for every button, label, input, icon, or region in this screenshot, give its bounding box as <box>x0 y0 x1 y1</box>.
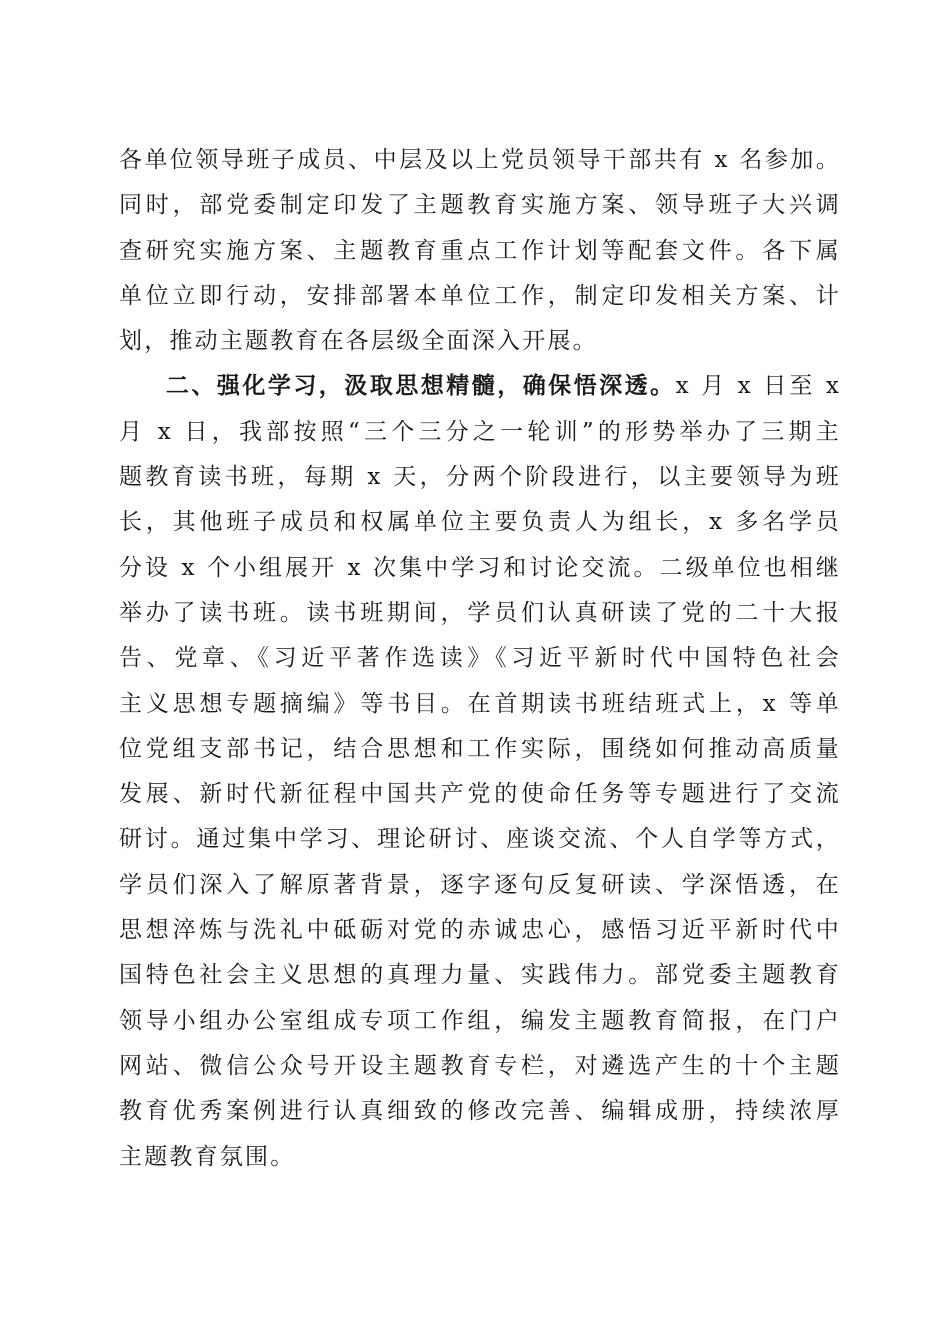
paragraph-2 <box>119 364 841 1179</box>
paragraph-line: 长，其他班子成员和权属单位主要负责人为组长，x 多名学员 <box>119 509 841 536</box>
paragraph-line: 各单位领导班子成员、中层及以上党员领导干部共有 x 名参加。 <box>119 147 841 173</box>
paragraph-line: 领导小组办公室组成专项工作组，编发主题教育简报，在门户 <box>119 1007 841 1034</box>
paragraph-line-tail: x 月 x 日至 x <box>675 373 841 400</box>
paragraph-line: 学员们深入了解原著背景，逐字逐句反复研读、学深悟透，在 <box>119 871 841 898</box>
paragraph-line: 同时，部党委制定印发了主题教育实施方案、领导班子大兴调 <box>119 192 841 219</box>
paragraph-line: 举办了读书班。读书班期间，学员们认真研读了党的二十大报 <box>119 599 841 626</box>
paragraph-line: 思想淬炼与洗礼中砥砺对党的赤诚忠心，感悟习近平新时代中 <box>119 917 841 944</box>
paragraph-first-line <box>119 364 841 409</box>
paragraph-line: 题教育读书班，每期 x 天，分两个阶段进行，以主要领导为班 <box>119 464 841 491</box>
paragraph-line: 研讨。通过集中学习、理论研讨、座谈交流、个人自学等方式， <box>119 826 841 853</box>
paragraph-line: 查研究实施方案、主题教育重点工作计划等配套文件。各下属 <box>119 237 841 264</box>
paragraph-line: 发展、新时代新征程中国共产党的使命任务等专题进行了交流 <box>119 781 841 808</box>
paragraph-line: 位党组支部书记，结合思想和工作实际，围绕如何推动高质量 <box>119 735 841 762</box>
section-heading: 二、强化学习，汲取思想精髓，确保悟深透。 <box>165 373 676 400</box>
paragraph-line: 划，推动主题教育在各层级全面深入开展。 <box>119 328 598 355</box>
paragraph-line: 分设 x 个小组展开 x 次集中学习和讨论交流。二级单位也相继 <box>119 554 841 581</box>
paragraph-1 <box>119 138 841 364</box>
paragraph-line: 网站、微信公众号开设主题教育专栏，对遴选产生的十个主题 <box>119 1052 841 1079</box>
paragraph-line: 主义思想专题摘编》等书目。在首期读书班结班式上，x 等单 <box>119 690 841 717</box>
paragraph-line: 国特色社会主义思想的真理力量、实践伟力。部党委主题教育 <box>119 962 841 989</box>
paragraph-line: 告、党章、《习近平著作选读》《习近平新时代中国特色社会 <box>119 645 841 672</box>
paragraph-line: 单位立即行动，安排部署本单位工作，制定印发相关方案、计 <box>119 282 841 309</box>
paragraph-line: 月 x 日，我部按照“三个三分之一轮训”的形势举办了三期主 <box>119 418 841 445</box>
paragraph-line: 主题教育氛围。 <box>119 1143 296 1170</box>
paragraph-line: 教育优秀案例进行认真细致的修改完善、编辑成册，持续浓厚 <box>119 1098 841 1125</box>
document-body <box>119 138 841 1180</box>
